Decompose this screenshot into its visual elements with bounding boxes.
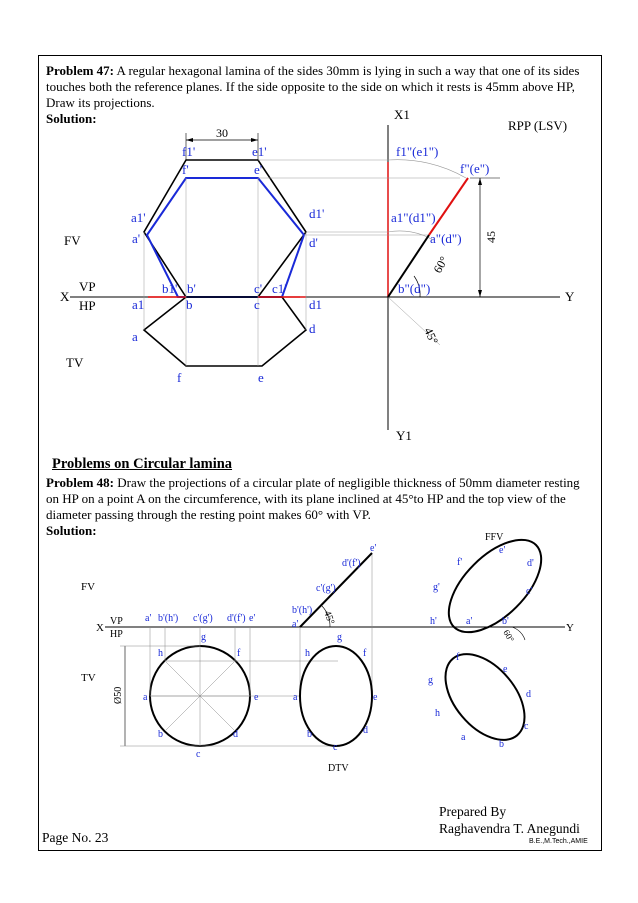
lbl-tv-f: f xyxy=(237,648,241,659)
lbl-tv2-h: h xyxy=(435,708,440,719)
fv-label: FV xyxy=(64,233,81,248)
lbl-tv2-b: b xyxy=(499,739,504,750)
dim-30: 30 xyxy=(216,126,228,140)
pt-c: c xyxy=(254,297,260,312)
angle45-p48: 45° xyxy=(321,609,337,627)
lbl-ffv-e: e' xyxy=(499,545,506,556)
lbl-bh-prime: b'(h') xyxy=(158,613,179,624)
ffv: FFV xyxy=(485,532,504,543)
lbl-tv2-g: g xyxy=(428,675,433,686)
prepared-by-label: Prepared By xyxy=(439,804,507,819)
lbl-ffv-a: a' xyxy=(466,616,473,627)
problem-47-label: Problem 47: xyxy=(46,63,114,78)
xy-y-label: Y xyxy=(565,289,575,304)
angle60-p48: 60° xyxy=(501,628,517,644)
hp2: HP xyxy=(110,629,123,640)
lbl-tv-b: b xyxy=(158,729,163,740)
lbl-incl-cg: c'(g') xyxy=(316,583,336,594)
x1-label: X1 xyxy=(394,107,410,122)
lbl-dtv-d: d xyxy=(363,725,368,736)
xy-x-label: X xyxy=(60,289,70,304)
pt-d1p: d1' xyxy=(309,206,325,221)
pt-e1p: e1' xyxy=(252,144,267,159)
lbl-dtv-h: h xyxy=(305,648,310,659)
lbl-dtv-f: f xyxy=(363,648,367,659)
pt-d: d xyxy=(309,321,316,336)
pt-f: f xyxy=(177,370,182,385)
angle-45-label: 45° xyxy=(421,325,442,347)
pt-b1p: b1' xyxy=(162,281,178,296)
lbl-dtv-a: a xyxy=(293,692,298,703)
lbl-tv-d: d xyxy=(233,729,238,740)
pt-ep: e' xyxy=(254,162,263,177)
circular-lamina-heading: Problems on Circular lamina xyxy=(52,456,233,472)
lbl-tv-h: h xyxy=(158,648,163,659)
vp2: VP xyxy=(110,616,123,627)
tv2: TV xyxy=(81,672,96,684)
lbl-a-prime: a' xyxy=(145,613,152,624)
lbl-df-prime: d'(f') xyxy=(227,613,246,624)
problem-47-text: A regular hexagonal lamina of the sides 30mm is lying in such a way that one of its sides touches both the reference planes. If the side opposite to the side on which it rests is 45mm above HP, Draw its projections. xyxy=(46,63,580,110)
lbl-tv2-d: d xyxy=(526,689,531,700)
dtv: DTV xyxy=(328,763,349,774)
lbl-incl-a: a' xyxy=(292,619,299,630)
pt-dp: d' xyxy=(309,235,318,250)
lbl-incl-df: d'(f') xyxy=(342,558,361,569)
lbl-ffv-f: f' xyxy=(457,557,463,568)
problem-48-solution-label: Solution: xyxy=(46,523,97,538)
lbl-ffv-c: c' xyxy=(526,586,533,597)
pt-a: a xyxy=(132,329,138,344)
pt-b: b xyxy=(186,297,193,312)
tv-label: TV xyxy=(66,355,84,370)
lbl-dtv-g: g xyxy=(337,632,342,643)
problem-48-label: Problem 48: xyxy=(46,475,114,490)
pt-f1pp: f1"(e1") xyxy=(396,144,439,159)
pt-e: e xyxy=(258,370,264,385)
pt-a1p: a1' xyxy=(131,210,146,225)
hp-label: HP xyxy=(79,298,96,313)
lbl-dtv-b: b xyxy=(307,729,312,740)
pt-f1p: f1' xyxy=(182,144,196,159)
lbl-tv-c: c xyxy=(196,749,201,760)
pt-fpp: f"(e") xyxy=(460,161,490,176)
lbl-tv-e: e xyxy=(254,692,259,703)
lbl-cg-prime: c'(g') xyxy=(193,613,213,624)
lbl-ffv-g: g' xyxy=(433,582,440,593)
dia-label: Ø50 xyxy=(113,686,124,704)
lbl-tv-g: g xyxy=(201,632,206,643)
xy2-y: Y xyxy=(566,622,574,634)
lbl-tv2-c: c xyxy=(524,721,529,732)
pt-a1: a1 xyxy=(132,297,145,312)
fv2: FV xyxy=(81,581,96,593)
lbl-tv-a: a xyxy=(143,692,148,703)
lbl-dtv-e: e xyxy=(373,692,378,703)
problem-48-text: Draw the projections of a circular plate of negligible thickness of 50mm diameter resting on HP on a point A on the circumference, with its plane inclined at 45°to HP and the top view of the diameter passing through the resting point makes 60° with VP. xyxy=(46,475,580,522)
lbl-ffv-d: d' xyxy=(527,558,534,569)
page-number: Page No. 23 xyxy=(42,830,109,845)
pt-d1: d1 xyxy=(309,297,322,312)
rpp-label: RPP (LSV) xyxy=(508,118,568,133)
angle-60-label: 60° xyxy=(430,253,452,276)
lbl-tv2-e: e xyxy=(503,664,508,675)
lbl-tv2-a: a xyxy=(461,732,466,743)
vp-label: VP xyxy=(79,279,96,294)
pt-c1p: c1' xyxy=(272,281,287,296)
problem-47-solution-label: Solution: xyxy=(46,111,97,126)
lbl-incl-bh: b'(h') xyxy=(292,605,313,616)
lbl-dtv-c: c xyxy=(333,742,338,753)
pt-bpp: b"(d") xyxy=(398,281,431,296)
y1-label: Y1 xyxy=(396,428,412,443)
pt-bp: b' xyxy=(187,281,196,296)
lbl-ffv-h: h' xyxy=(430,616,437,627)
author-credentials: B.E.,M.Tech.,AMIE xyxy=(529,838,588,845)
lbl-e-prime: e' xyxy=(249,613,256,624)
lbl-incl-e: e' xyxy=(370,543,377,554)
author-name: Raghavendra T. Anegundi xyxy=(439,821,580,836)
pt-ap: a' xyxy=(132,231,141,246)
dim-45: 45 xyxy=(484,231,498,243)
lbl-tv2-f: f xyxy=(456,652,460,663)
pt-fp: f' xyxy=(182,162,189,177)
xy2-x: X xyxy=(96,622,104,634)
prepared-by-block xyxy=(439,803,580,837)
pt-app: a"(d") xyxy=(430,231,462,246)
pt-cp: c' xyxy=(254,281,263,296)
lbl-ffv-b: b' xyxy=(502,616,509,627)
pt-a1pp: a1"(d1") xyxy=(391,210,436,225)
